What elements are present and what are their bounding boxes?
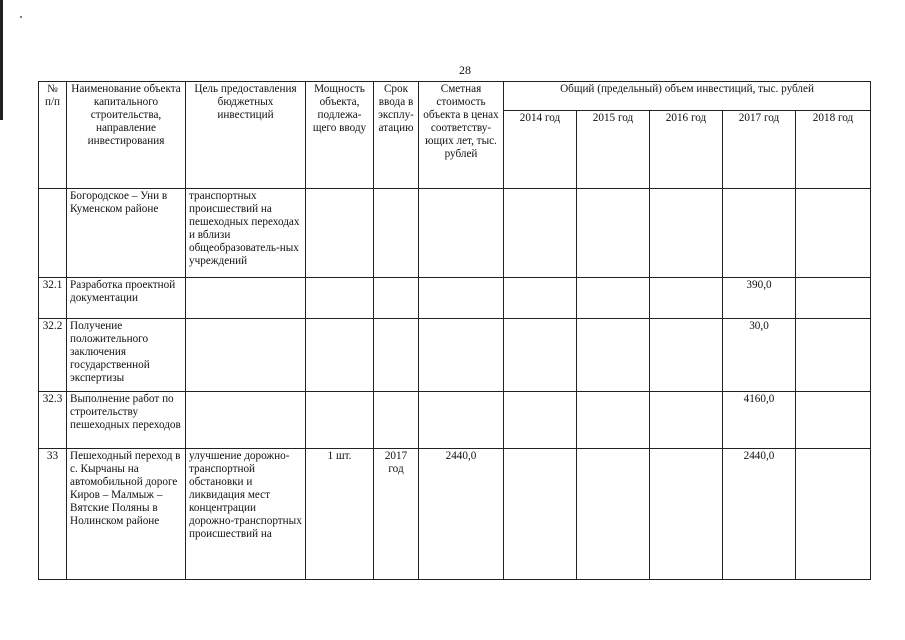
header-year: 2018 год (796, 111, 871, 189)
header-capacity: Мощность объекта, подлежа-щего вводу (306, 82, 374, 189)
cell-capacity (306, 319, 374, 392)
cell-2016 (650, 449, 723, 580)
cell-2015 (577, 319, 650, 392)
cell-2016 (650, 278, 723, 319)
cell-name: Получение положительного заключения государственной экспертизы (67, 319, 186, 392)
cell-2017 (723, 189, 796, 278)
cell-2016 (650, 319, 723, 392)
cell-2017: 30,0 (723, 319, 796, 392)
cell-2014 (504, 392, 577, 449)
scan-speck (20, 16, 22, 18)
header-no: № п/п (39, 82, 67, 189)
cell-cost: 2440,0 (419, 449, 504, 580)
cell-term: 2017 год (374, 449, 419, 580)
header-name: Наименование объекта капитального строительства, направление инвестирования (67, 82, 186, 189)
cell-term (374, 189, 419, 278)
cell-2015 (577, 392, 650, 449)
cell-2015 (577, 278, 650, 319)
cell-no (39, 189, 67, 278)
cell-goal (186, 319, 306, 392)
header-row (39, 82, 871, 111)
header-term: Срок ввода в эксплу-атацию (374, 82, 419, 189)
header-investments: Общий (предельный) объем инвестиций, тыс. рублей (504, 82, 871, 111)
cell-2014 (504, 319, 577, 392)
table-row (39, 189, 871, 278)
cell-2014 (504, 189, 577, 278)
cell-2017: 2440,0 (723, 449, 796, 580)
cell-term (374, 392, 419, 449)
cell-2018 (796, 319, 871, 392)
cell-goal: транспортных происшествий на пешеходных переходах и вблизи общеобразователь-ных учреждений (186, 189, 306, 278)
cell-no: 32.3 (39, 392, 67, 449)
header-year: 2017 год (723, 111, 796, 189)
cell-2014 (504, 449, 577, 580)
cell-2015 (577, 449, 650, 580)
table-row (39, 278, 871, 319)
cell-2015 (577, 189, 650, 278)
cell-cost (419, 392, 504, 449)
table-row (39, 392, 871, 449)
cell-2016 (650, 189, 723, 278)
header-cost: Сметная стоимость объекта в ценах соответству-ющих лет, тыс. рублей (419, 82, 504, 189)
cell-2018 (796, 278, 871, 319)
table-row (39, 319, 871, 392)
cell-2018 (796, 392, 871, 449)
cell-no: 32.1 (39, 278, 67, 319)
cell-capacity (306, 392, 374, 449)
cell-name: Выполнение работ по строительству пешеходных переходов (67, 392, 186, 449)
scan-edge-mark (0, 0, 3, 120)
table-row (39, 449, 871, 580)
cell-capacity (306, 189, 374, 278)
cell-2017: 4160,0 (723, 392, 796, 449)
cell-2016 (650, 392, 723, 449)
cell-cost (419, 189, 504, 278)
cell-name: Разработка проектной документации (67, 278, 186, 319)
header-year: 2016 год (650, 111, 723, 189)
cell-capacity: 1 шт. (306, 449, 374, 580)
cell-2017: 390,0 (723, 278, 796, 319)
cell-2018 (796, 189, 871, 278)
cell-capacity (306, 278, 374, 319)
cell-name: Пешеходный переход в с. Кырчаны на автомобильной дороге Киров – Малмыж – Вятские Поляны в Нолинском районе (67, 449, 186, 580)
cell-2018 (796, 449, 871, 580)
cell-no: 33 (39, 449, 67, 580)
cell-cost (419, 319, 504, 392)
cell-name: Богородское – Уни в Куменском районе (67, 189, 186, 278)
cell-no: 32.2 (39, 319, 67, 392)
header-year: 2014 год (504, 111, 577, 189)
header-goal: Цель предоставления бюджетных инвестиций (186, 82, 306, 189)
cell-goal (186, 392, 306, 449)
investment-table (38, 81, 871, 580)
header-year: 2015 год (577, 111, 650, 189)
cell-goal (186, 278, 306, 319)
cell-goal: улучшение дорожно-транспортной обстановки и ликвидация мест концентрации дорожно-транспортных происшествий на (186, 449, 306, 580)
cell-cost (419, 278, 504, 319)
cell-term (374, 319, 419, 392)
cell-term (374, 278, 419, 319)
page-number: 28 (459, 63, 471, 77)
cell-2014 (504, 278, 577, 319)
